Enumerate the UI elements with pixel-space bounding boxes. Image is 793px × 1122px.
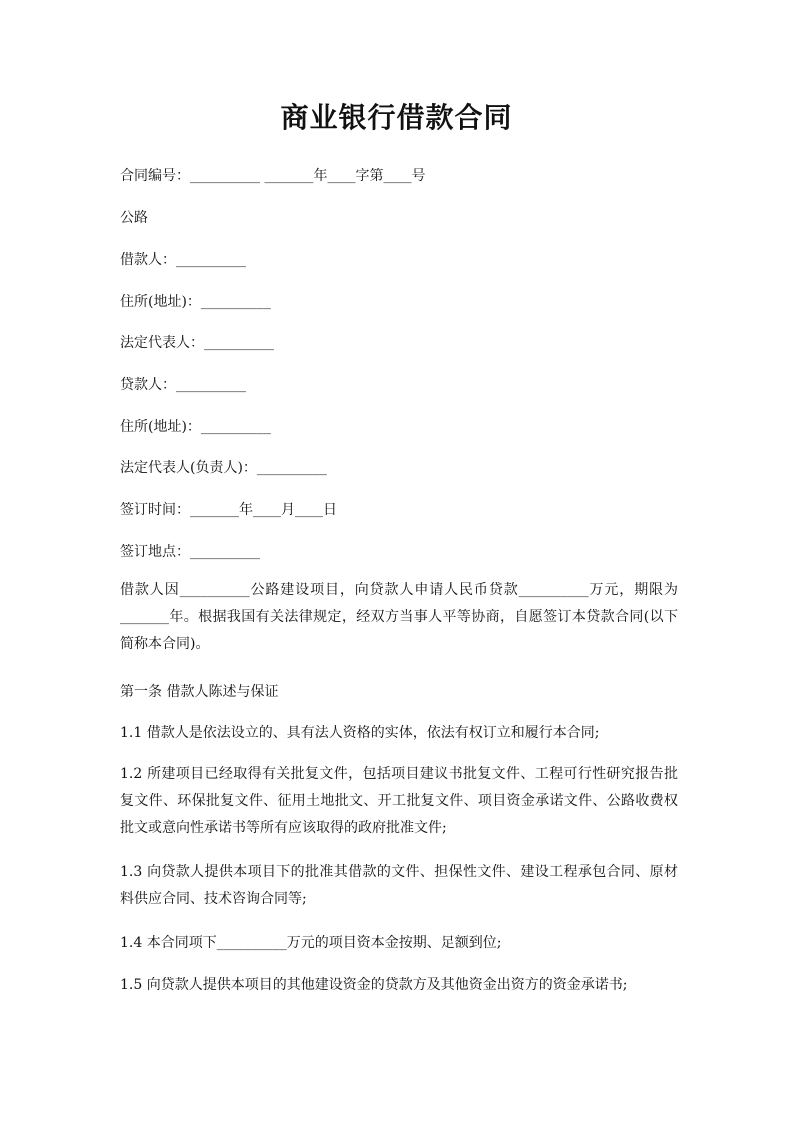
- article-1-heading: 第一条 借款人陈述与保证: [120, 684, 279, 700]
- clause-1-1: 1.1 借款人是依法设立的、具有法人资格的实体，依法有权订立和履行本合同;: [120, 725, 600, 741]
- lender-representative-line: 法定代表人(负责人)：__________: [120, 460, 327, 476]
- signing-date-line: 签订时间：_______年____月____日: [120, 502, 337, 518]
- intro-paragraph: 借款人因__________公路建设项目，向贷款人申请人民币贷款__________万元，期限为_______年。根据我国有关法律规定，经双方当事人平等协商，自愿签订本贷款合同(以下简称本合同)。: [120, 582, 678, 652]
- contract-number-line: 合同编号：__________ _______年____字第____号: [120, 168, 426, 184]
- signing-place-line: 签订地点：__________: [120, 544, 260, 560]
- clause-1-5: 1.5 向贷款人提供本项目的其他建设资金的贷款方及其他资金出资方的资金承诺书;: [120, 977, 628, 993]
- document-title: 商业银行借款合同: [280, 101, 513, 134]
- road-label: 公路: [120, 210, 148, 226]
- clause-1-4: 1.4 本合同项下__________万元的项目资本金按期、足额到位;: [120, 935, 502, 951]
- borrower-address-line: 住所(地址)：__________: [120, 294, 271, 310]
- lender-line: 贷款人：__________: [120, 377, 246, 393]
- clause-1-2: 1.2 所建项目已经取得有关批复文件，包括项目建议书批复文件、工程可行性研究报告批复文件、环保批复文件、征用土地批文、开工批复文件、项目资金承诺文件、公路收费权批文或意向性承诺书等所有应该取得的政府批准文件;: [120, 766, 678, 836]
- lender-address-line: 住所(地址)：__________: [120, 419, 271, 435]
- clause-1-3: 1.3 向贷款人提供本项目下的批准其借款的文件、担保性文件、建设工程承包合同、原材料供应合同、技术咨询合同等;: [120, 864, 678, 907]
- borrower-line: 借款人：__________: [120, 252, 246, 268]
- borrower-representative-line: 法定代表人：__________: [120, 335, 274, 351]
